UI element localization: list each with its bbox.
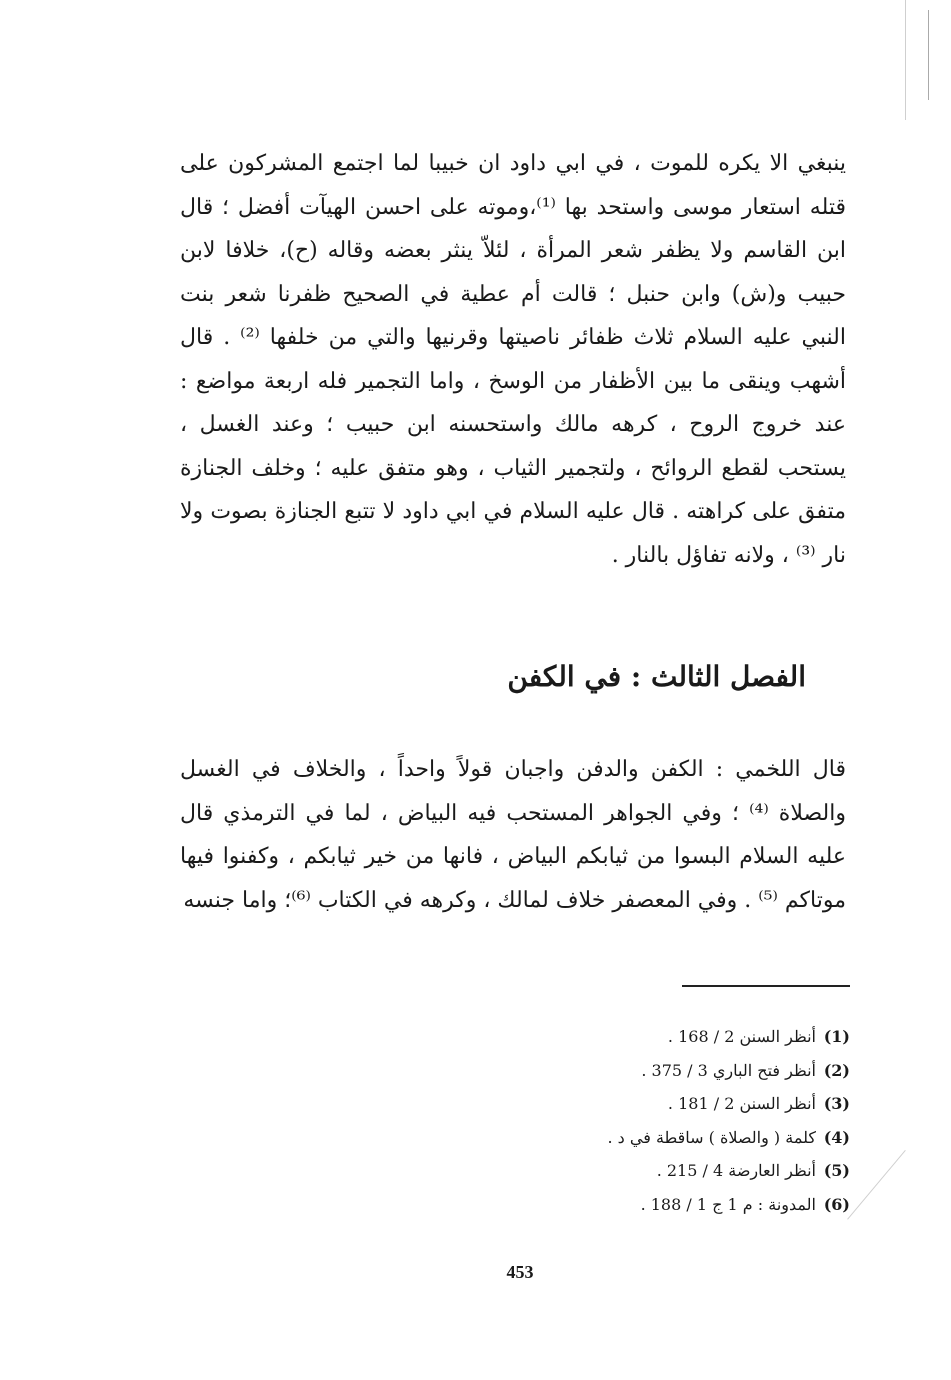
- page-number: 453: [506, 1262, 534, 1282]
- footnote-item: [440, 1154, 850, 1188]
- footnote-text: أنظر فتح الباري 3 / 375 .: [641, 1060, 816, 1080]
- footnote-item: [440, 1054, 850, 1088]
- scan-edge-line-top: [905, 0, 906, 120]
- body-paragraph-1-text: ينبغي الا يكره للموت ، في ابي داود ان خبيبا لما اجتمع المشركون على قتله استعار موسى واستحد بها ⁽¹⁾،وموته على احسن الهيآت أفضل ؛ قال ابن القاسم ولا يظفر شعر المرأة ، لئلاّ ينثر بعضه وقاله (ح)، خلافا لابن حبيب و(ش) وابن حنبل ؛ قالت أم عطية في الصحيح ظفرنا شعر بنت النبي عليه السلام ثلاث ظفائر ناصيتها وقرنيها والتي من خلفها ⁽²⁾ . قال أشهب وينقى ما بين الأظفار من الوسخ ، واما التجمير فله اربعة مواضع : عند خروج الروح ، كرهه مالك واستحسنه ابن حبيب ؛ وعند الغسل ، يستحب لقطع الروائح ، ولتجمير الثياب ، وهو متفق عليه ؛ وخلف الجنازة متفق على كراهته . قال عليه السلام في ابي داود لا تتبع الجنازة بصوت ولا نار ⁽³⁾ ، ولانه تفاؤل بالنار .: [180, 151, 847, 568]
- footnote-number: (6): [823, 1194, 850, 1214]
- footnote-number: (3): [823, 1094, 850, 1113]
- footnote-number: (4): [823, 1127, 850, 1147]
- footnote-number: (5): [823, 1161, 850, 1180]
- scan-edge-line-right: [928, 10, 929, 100]
- chapter-heading: الفصل الثالث : في الكفن: [507, 660, 806, 693]
- footnote-text: كلمة ( والصلاة ) ساقطة في د .: [607, 1127, 816, 1147]
- footnotes: [440, 1020, 850, 1221]
- footnote-separator: [682, 985, 850, 987]
- body-paragraph-2: [180, 748, 846, 922]
- footnote-item: [440, 1087, 850, 1121]
- footnote-text: أنظر العارضة 4 / 215 .: [656, 1161, 816, 1180]
- footnote-number: (2): [823, 1060, 850, 1080]
- footnote-item: [440, 1121, 850, 1155]
- body-paragraph-1: [180, 142, 846, 577]
- body-paragraph-2-text: قال اللخمي : الكفن والدفن واجبان قولاً واحداً ، والخلاف في الغسل والصلاة ⁽⁴⁾ ؛ وفي الجواهر المستحب فيه البياض ، لما في الترمذي قال عليه السلام البسوا من ثيابكم البياض ، فانها من خير ثيابكم ، وكفنوا فيها موتاكم ⁽⁵⁾ . وفي المعصفر خلاف لمالك ، وكرهه في الكتاب ⁽⁶⁾؛ واما جنسه: [180, 757, 846, 913]
- footnote-item: [440, 1020, 850, 1054]
- footnote-text: أنظر السنن 2 / 168 .: [667, 1027, 816, 1046]
- footnote-text: المدونة : م 1 ج 1 / 188 .: [640, 1194, 816, 1214]
- footnote-text: أنظر السنن 2 / 181 .: [667, 1094, 816, 1113]
- footnote-item: [440, 1188, 850, 1222]
- footnote-number: (1): [823, 1027, 850, 1046]
- scan-edge-line-lower: [847, 1150, 906, 1220]
